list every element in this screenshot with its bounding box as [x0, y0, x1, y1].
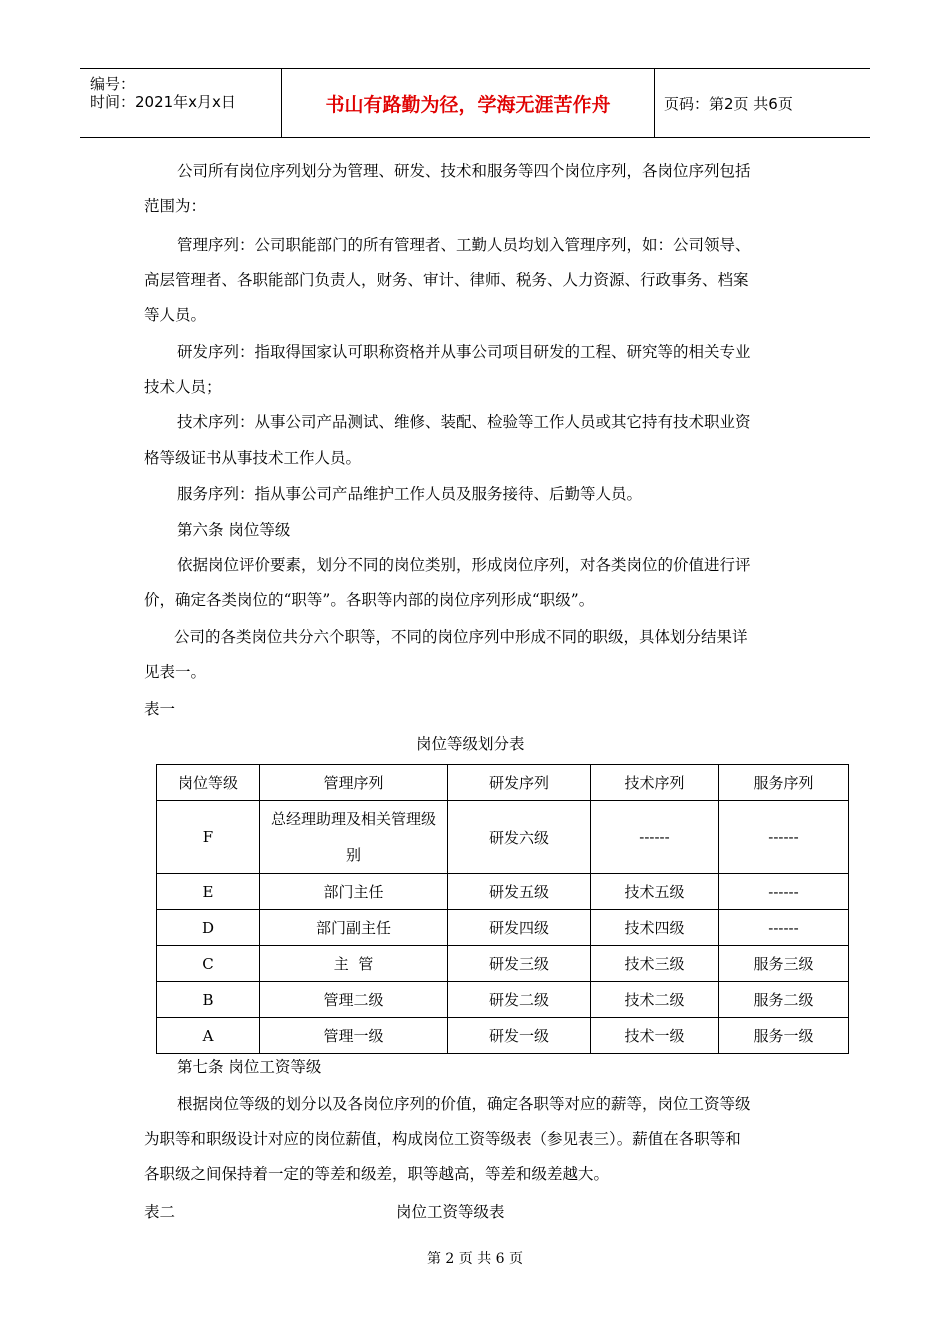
- paragraph: 公司所有岗位序列划分为管理、研发、技术和服务等四个岗位序列，各岗位序列包括: [177, 162, 751, 180]
- number-label: 编号：: [90, 75, 136, 93]
- table-header-cell: 管理序列: [260, 765, 448, 801]
- paragraph: 各职级之间保持着一定的等差和级差，职等越高，等差和级差越大。: [144, 1165, 610, 1183]
- table-cell: 研发四级: [448, 910, 591, 946]
- table-title: 岗位等级划分表: [416, 735, 525, 753]
- paragraph: 价，确定各类岗位的“职等”。各职等内部的岗位序列形成“职级”。: [144, 591, 595, 609]
- table-cell: 部门副主任: [260, 910, 448, 946]
- paragraph: 依据岗位评价要素，划分不同的岗位类别，形成岗位序列，对各类岗位的价值进行评: [177, 556, 751, 574]
- paragraph: 见表一。: [144, 663, 207, 681]
- page-header: [80, 68, 870, 138]
- article-heading: 第七条 岗位工资等级: [177, 1058, 322, 1076]
- paragraph: 范围为：: [144, 197, 207, 215]
- article-heading: 第六条 岗位等级: [177, 521, 291, 539]
- table-cell: B: [157, 982, 260, 1018]
- table-cell: 研发二级: [448, 982, 591, 1018]
- table-cell: 技术四级: [591, 910, 719, 946]
- paragraph: 服务序列：指从事公司产品维护工作人员及服务接待、后勤等人员。: [177, 485, 643, 503]
- table-header-cell: 研发序列: [448, 765, 591, 801]
- table-cell: ------: [719, 910, 849, 946]
- table-row: [157, 801, 849, 874]
- paragraph: 高层管理者、各职能部门负责人，财务、审计、律师、税务、人力资源、行政事务、档案: [144, 271, 749, 289]
- table-cell: 技术二级: [591, 982, 719, 1018]
- table-cell: ------: [719, 874, 849, 910]
- table-cell: 研发六级: [448, 801, 591, 874]
- table-cell: C: [157, 946, 260, 982]
- table-cell: 技术三级: [591, 946, 719, 982]
- table-cell: D: [157, 910, 260, 946]
- table-header-row: [157, 765, 849, 801]
- paragraph: 格等级证书从事技术工作人员。: [144, 449, 362, 467]
- paragraph: 根据岗位等级的划分以及各岗位序列的价值，确定各职等对应的薪等，岗位工资等级: [177, 1095, 751, 1113]
- paragraph: 技术序列：从事公司产品测试、维修、装配、检验等工作人员或其它持有技术职业资: [177, 413, 751, 431]
- paragraph: 等人员。: [144, 306, 207, 324]
- table-cell: 技术一级: [591, 1018, 719, 1054]
- table-cell: 研发一级: [448, 1018, 591, 1054]
- table-cell: 管理二级: [260, 982, 448, 1018]
- table-cell: A: [157, 1018, 260, 1054]
- table-cell: ------: [591, 801, 719, 874]
- time-label: 时间：2021年x月x日: [90, 93, 236, 111]
- paragraph: 管理序列：公司职能部门的所有管理者、工勤人员均划入管理序列，如：公司领导、: [177, 236, 751, 254]
- header-motto: 书山有路勤为径，学海无涯苦作舟: [281, 69, 655, 137]
- table-row: [157, 874, 849, 910]
- table-cell: 研发三级: [448, 946, 591, 982]
- table-label: 表二: [144, 1203, 176, 1221]
- table-cell: 技术五级: [591, 874, 719, 910]
- table-row: [157, 1018, 849, 1054]
- table-cell: 服务二级: [719, 982, 849, 1018]
- paragraph: 公司的各类岗位共分六个职等，不同的岗位序列中形成不同的职级，具体划分结果详: [174, 628, 748, 646]
- table-header-cell: 岗位等级: [157, 765, 260, 801]
- table-header-cell: 技术序列: [591, 765, 719, 801]
- table-cell: 主 管: [260, 946, 448, 982]
- table-cell: ------: [719, 801, 849, 874]
- header-meta: [80, 69, 280, 137]
- table-cell: 服务一级: [719, 1018, 849, 1054]
- table-cell: 部门主任: [260, 874, 448, 910]
- table-cell: E: [157, 874, 260, 910]
- table-title: 岗位工资等级表: [396, 1203, 505, 1221]
- paragraph: 为职等和职级设计对应的岗位薪值，构成岗位工资等级表（参见表三）。薪值在各职等和: [144, 1130, 741, 1148]
- table-cell: F: [157, 801, 260, 874]
- table-cell: 服务三级: [719, 946, 849, 982]
- table-row: [157, 946, 849, 982]
- header-page-code: 页码：第2页 共6页: [664, 94, 793, 113]
- table-row: [157, 982, 849, 1018]
- position-grade-table: [156, 764, 849, 1054]
- table-header-cell: 服务序列: [719, 765, 849, 801]
- page-footer: 第 2 页 共 6 页: [426, 1251, 524, 1267]
- table-cell: 总经理助理及相关管理级别: [260, 801, 448, 874]
- paragraph: 研发序列：指取得国家认可职称资格并从事公司项目研发的工程、研究等的相关专业: [177, 343, 751, 361]
- table-label: 表一: [144, 700, 176, 718]
- table-cell: 管理一级: [260, 1018, 448, 1054]
- paragraph: 技术人员；: [144, 378, 222, 396]
- table-cell: 研发五级: [448, 874, 591, 910]
- table-row: [157, 910, 849, 946]
